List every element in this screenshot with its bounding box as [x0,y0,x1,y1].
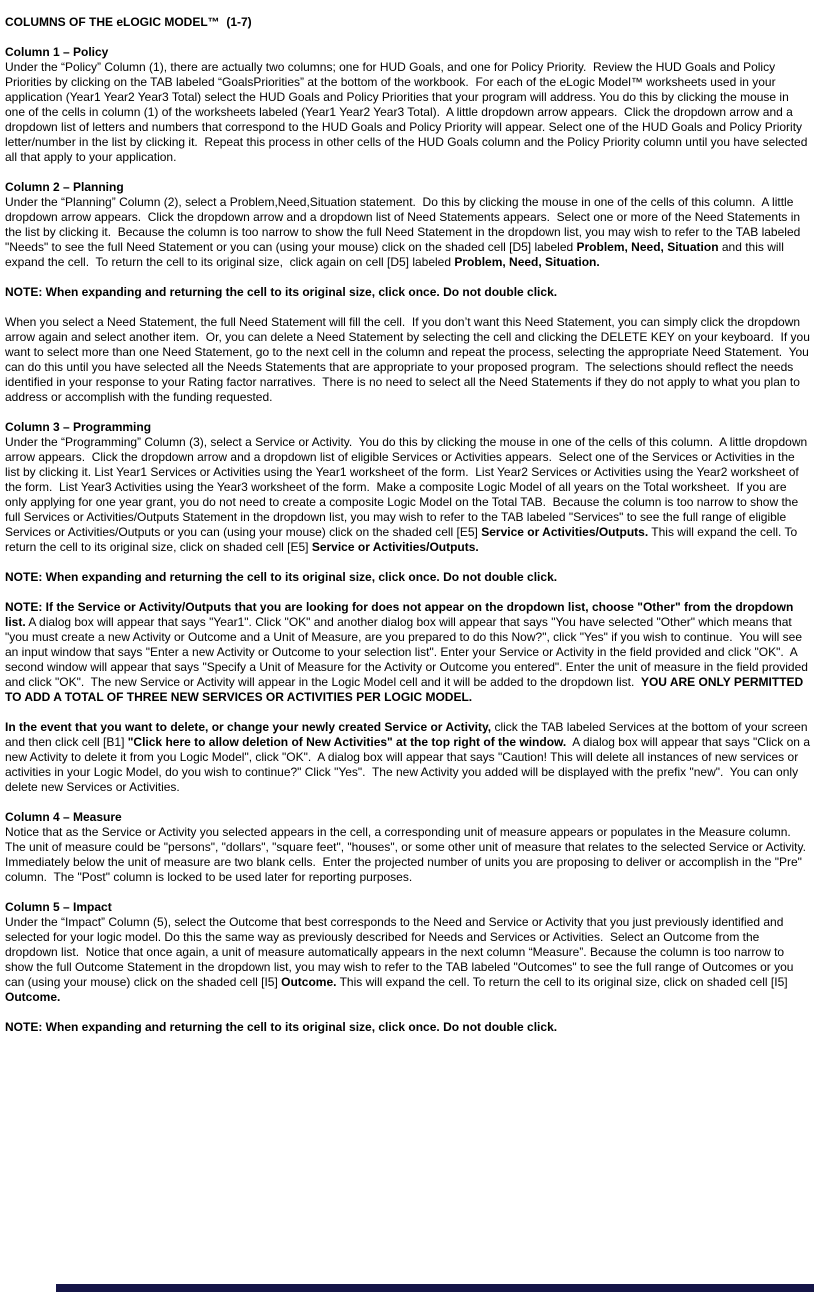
text-run-bold: Problem, Need, Situation. [454,255,600,269]
text-run: This will expand the cell. To return the cell to its original size, click on shaded cell [E5] [5,525,801,554]
text-run-bold: "Click here to allow deletion of New Activities" at the top right of the window. [127,735,567,749]
note-paragraph [5,1020,810,1035]
text-run-bold: Service or Activities/Outputs. [311,540,479,554]
text-run: Under the “Impact” Column (5), select the Outcome that best corresponds to the Need and Service or Activity that you just previously identified and selected for your logic model. Do this the same way as previously described for Needs and Services or Activities. Select an Outcome from the dropdown list. Notice that once again, a unit of measure automatically appears in the next column “Measure”. Because the column is too narrow to show the full Outcome Statement in the dropdown list, you may wish to refer to the TAB labeled "Outcomes" to see the full range of Outcomes or you can (using your mouse) click on the shaded cell [I5] [5,915,797,989]
document-title: COLUMNS OF THE eLOGIC MODEL™ (1-7) [5,15,252,29]
paragraph [5,600,810,705]
text-run-bold: Outcome. [5,990,61,1004]
text-run-bold: YOU ARE ONLY PERMITTED TO ADD A TOTAL OF THREE NEW SERVICES OR ACTIVITIES PER LOGIC MODEL. [5,675,807,704]
section-heading [5,45,810,60]
note-paragraph [5,285,810,300]
text-run-bold: In the event that you want to delete, or change your newly created Service or Activity, [5,720,492,734]
text-run-bold: Column 3 – Programming [5,420,152,434]
paragraph [5,825,813,885]
paragraph [5,195,810,270]
paragraph [5,60,810,165]
text-run-bold: NOTE: When expanding and returning the cell to its original size, click once. Do not double click. [5,285,558,299]
paragraph [5,915,810,1005]
section-heading [5,810,810,825]
text-run-bold: NOTE: When expanding and returning the cell to its original size, click once. Do not double click. [5,1020,558,1034]
text-run-bold: Problem, Need, Situation [576,240,719,254]
text-run-bold: NOTE: When expanding and returning the cell to its original size, click once. Do not double click. [5,570,558,584]
text-run: click the TAB labeled Services at the bottom of your screen and then click cell [B1] [5,720,811,749]
note-paragraph [5,570,810,585]
text-run-bold: Column 1 – Policy [5,45,109,59]
section-heading [5,180,810,195]
text-run: This will expand the cell. To return the cell to its original size, click on shaded cell [I5] [336,975,791,989]
text-run: and this will expand the cell. To return the cell to its original size, click again on cell [D5] labeled [5,240,788,269]
text-run: A dialog box will appear that says "Click on a new Activity to delete it from you Logic Model", click "OK". A dialog box will appear that says "Caution! This will delete all instances of new services or activities in your Logic Model, do you wish to continue?" Click "Yes". The new Activity you added will be displayed with the prefix "new". You can only delete new Services or Activities. [5,735,814,794]
text-run-bold: NOTE: If the Service or Activity/Outputs that you are looking for does not appear on the dropdown list, choose "Other" from the dropdown list. [5,600,797,629]
text-run-bold: Column 4 – Measure [5,810,122,824]
section-heading [5,900,810,915]
text-run: Under the “Policy” Column (1), there are actually two columns; one for HUD Goals, and one for Policy Priority. Review the HUD Goals and Policy Priorities by clicking on the TAB labeled “GoalsPriorities” at the bottom of the workbook. For each of the eLogic Model™ worksheets used in your application (Year1 Year2 Year3 Total) select the HUD Goals and Policy Priorities that your program will address. You do this by clicking the mouse in one of the cells in column (1) of the worksheets labeled (Year1 Year2 Year3 Total). A little dropdown arrow appears. Click the dropdown arrow and a dropdown list of letters and numbers that correspond to the HUD Goals and Policy Priority will appear. Select one of the HUD Goals and Policy Priority letter/number in the list by clicking it. Repeat this process in other cells of the HUD Goals column and the Policy Priority column until you have selected all that apply to your application. [5,60,811,164]
paragraph [5,315,814,405]
text-run-bold: Column 5 – Impact [5,900,112,914]
bottom-bar [56,1284,814,1292]
text-run: Notice that as the Service or Activity you selected appears in the cell, a corresponding unit of measure appears or populates in the Measure column. The unit of measure could be "persons", "dollars", "square feet", "houses", or some other unit of measure that relates to the selected Service or Activity. Immediately below the unit of measure are two blank cells. Enter the projected number of units you are proposing to deliver or accomplish in the "Pre" column. The "Post" column is locked to be used later for reporting purposes. [5,825,813,884]
text-run: When you select a Need Statement, the full Need Statement will fill the cell. If you don’t want this Need Statement, you can simply click the dropdown arrow again and select another item. Or, you can delete a Need Statement by selecting the cell and clicking the DELETE KEY on your keyboard. If you want to select more than one Need Statement, go to the next cell in the column and repeat the process, selecting the appropriate Need Statement. You can do this until you have selected all the Needs Statements that are appropriate to your proposed program. The selections should reflect the needs identified in your response to your Rating factor narratives. There is no need to select all the Need Statements if they do not apply to what you plan to address or accomplish with the funding requested. [5,315,814,404]
section-heading [5,420,810,435]
text-run: A dialog box will appear that says "Year1". Click "OK" and another dialog box will appear that says "You have selected "Other" which means that "you must create a new Activity or Outcome and a Unit of Measure, are you prepared to do this Now?", click "Yes" if you wish to continue. You will see an input window that says "Enter a new Activity or Outcome to your selection list". Enter your Service or Activity in the field provided and click "OK". A second window will appear that says "Specify a Unit of Measure for the Activity or Outcome you entered". Enter the unit of measure in the field provided and click "OK". The new Service or Activity will appear in the Logic Model cell and it will be added to the dropdown list. [5,615,812,689]
text-run-bold: Outcome. [281,975,337,989]
paragraph [5,720,814,795]
text-run-bold: Column 2 – Planning [5,180,124,194]
text-run: Under the “Programming” Column (3), select a Service or Activity. You do this by clicking the mouse in one of the cells of this column. A little dropdown arrow appears. Click the dropdown arrow and a dropdown list of eligible Services or Activities appears. Select one of the Services or Activities in the list by clicking it. List Year1 Services or Activities using the Year1 worksheet of the form. List Year2 Services or Activities using the Year2 worksheet of the form. List Year3 Activities using the Year3 worksheet of the form. Make a composite Logic Model of all years on the Total worksheet. If you are only applying for one year grant, you do not need to create a composite Logic Model on the Total TAB. Because the column is too narrow to show the full Services or Activities/Outputs Statement in the dropdown list, you may wish to refer to the TAB labeled "Services" to see the full range of eligible Services or Activities/Outputs or you can (using your mouse) click on the shaded cell [E5] [5,435,811,539]
document-body [5,45,814,1035]
text-run-bold: Service or Activities/Outputs. [481,525,649,539]
text-run: Under the “Planning” Column (2), select a Problem,Need,Situation statement. Do this by clicking the mouse in one of the cells of this column. A little dropdown arrow appears. Click the dropdown arrow and a dropdown list of Need Statements appears. Select one or more of the Need Statements in the list by clicking it. Because the column is too narrow to show the full Need Statement in the dropdown list, you may wish to refer to the TAB labeled "Needs" to see the full Need Statement or you can (using your mouse) click on the shaded cell [D5] labeled [5,195,804,254]
paragraph [5,435,810,555]
